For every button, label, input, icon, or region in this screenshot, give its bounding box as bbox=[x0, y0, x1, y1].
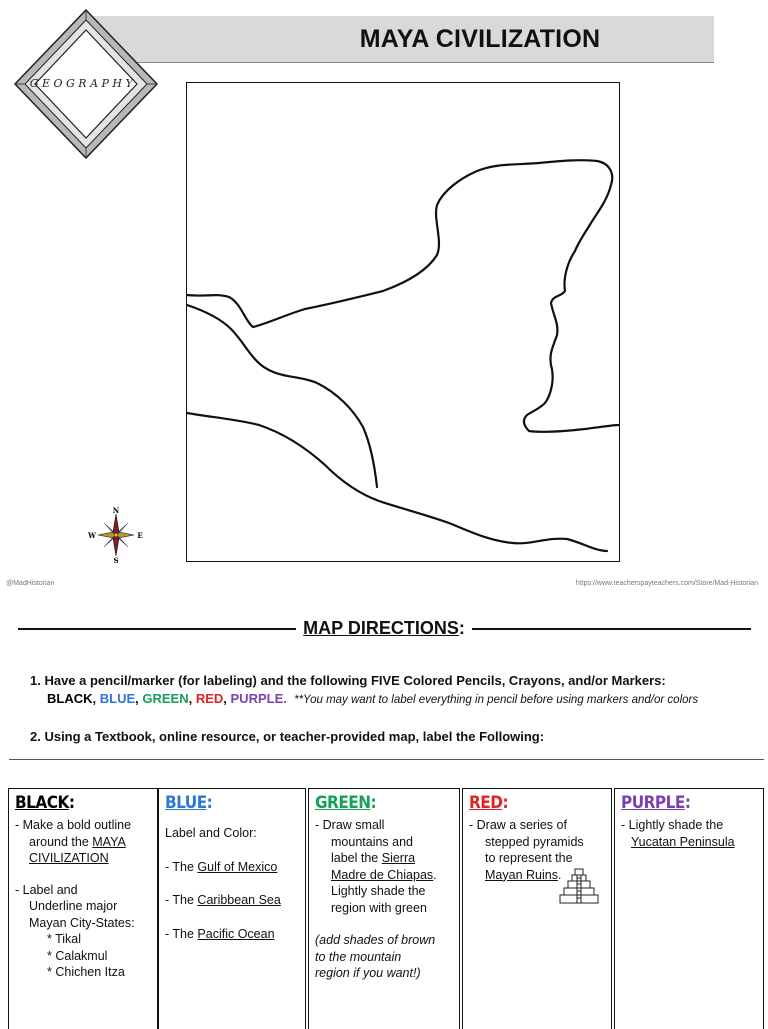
purple-instructions bbox=[621, 817, 759, 850]
green-note: to the mountain bbox=[315, 949, 402, 964]
blue-prefix: - The bbox=[165, 893, 198, 907]
heading-purple-colon: : bbox=[684, 793, 691, 813]
black-civilization: CIVILIZATION bbox=[29, 851, 109, 865]
map-outline bbox=[187, 83, 619, 561]
blue-prefix: - The bbox=[165, 926, 198, 941]
blue-spacer bbox=[165, 842, 301, 859]
page-title: MAYA CIVILIZATION bbox=[359, 25, 601, 53]
purple-line: - Lightly shade the bbox=[621, 818, 724, 832]
city-calakmul: * Calakmul bbox=[47, 948, 108, 963]
column-purple bbox=[614, 788, 764, 1029]
red-line: stepped pyramids bbox=[485, 834, 584, 849]
green-line: - Draw small bbox=[315, 818, 385, 832]
green-line: region with green bbox=[331, 900, 427, 915]
green-text: label the bbox=[331, 851, 382, 865]
compass-rose bbox=[88, 506, 144, 564]
green-spacer bbox=[315, 916, 455, 932]
blank-map bbox=[186, 82, 620, 562]
geography-badge bbox=[7, 8, 159, 160]
blue-item-caribbean bbox=[165, 892, 301, 909]
compass-icon bbox=[88, 506, 144, 564]
blue-item-gulf bbox=[165, 859, 301, 876]
madre-de-chiapas: Madre de Chiapas bbox=[331, 867, 434, 882]
heading-purple bbox=[621, 793, 690, 813]
city-tikal: * Tikal bbox=[47, 932, 82, 946]
color-blue: BLUE bbox=[99, 691, 136, 706]
pyramid-icon bbox=[559, 867, 599, 905]
heading-red-text: RED bbox=[469, 793, 503, 813]
sep-4: , bbox=[223, 691, 231, 706]
sep-2: , bbox=[135, 691, 143, 706]
green-note: (add shades of brown bbox=[315, 933, 436, 947]
heading-black-text: BLACK bbox=[15, 793, 69, 813]
red-period: . bbox=[557, 867, 562, 882]
blue-item-pacific bbox=[165, 926, 301, 943]
caribbean-sea: Caribbean Sea bbox=[197, 893, 281, 907]
black-line bbox=[15, 834, 153, 851]
heading-red-colon: : bbox=[502, 793, 509, 813]
heading-red bbox=[469, 793, 508, 813]
blue-prefix: - The bbox=[165, 859, 198, 874]
column-green bbox=[308, 788, 460, 1029]
heading-green-colon: : bbox=[370, 793, 377, 813]
compass-s: S bbox=[113, 556, 119, 564]
sep-3: , bbox=[188, 691, 196, 706]
period: . bbox=[283, 691, 287, 706]
black-line: - Label and bbox=[15, 882, 78, 897]
pacific-ocean: Pacific Ocean bbox=[197, 926, 275, 941]
credit-handle: @MadHistorian bbox=[6, 580, 55, 587]
credit-url: https://www.teacherspayteachers.com/Store/Mad-Historian bbox=[575, 580, 758, 587]
step-1: 1. Have a pencil/marker (for labeling) and the following FIVE Colored Pencils, Crayons, and/or Markers: bbox=[30, 673, 666, 688]
heading-black-colon: : bbox=[68, 793, 75, 813]
black-line: Mayan City-States: bbox=[29, 915, 135, 930]
column-blue bbox=[158, 788, 306, 1029]
green-line bbox=[315, 850, 455, 867]
column-red bbox=[462, 788, 612, 1029]
green-line: Lightly shade the bbox=[331, 884, 426, 898]
badge-label: GEOGRAPHY bbox=[29, 77, 137, 90]
color-purple: PURPLE bbox=[230, 691, 284, 706]
blue-intro: Label and Color: bbox=[165, 826, 257, 840]
black-maya: MAYA bbox=[92, 834, 126, 849]
section-rule bbox=[9, 759, 764, 760]
green-line bbox=[315, 867, 455, 884]
sep-1: , bbox=[92, 691, 100, 706]
heading-black bbox=[15, 793, 74, 813]
green-period: . bbox=[433, 867, 437, 882]
heading-blue-colon: : bbox=[206, 793, 213, 813]
blue-instructions bbox=[165, 825, 301, 942]
red-line: to represent the bbox=[485, 851, 573, 865]
black-text: around the bbox=[29, 834, 93, 849]
column-black bbox=[8, 788, 158, 1029]
black-instructions bbox=[15, 817, 153, 981]
red-line: - Draw a series of bbox=[469, 818, 567, 832]
heading-purple-text: PURPLE bbox=[621, 793, 685, 813]
compass-e: E bbox=[137, 531, 143, 540]
heading-blue bbox=[165, 793, 212, 813]
green-instructions bbox=[315, 817, 455, 982]
black-line: Underline major bbox=[29, 899, 118, 913]
color-red: RED bbox=[195, 691, 224, 706]
yucatan-peninsula: Yucatan Peninsula bbox=[631, 834, 735, 849]
heading-blue-text: BLUE bbox=[165, 793, 207, 813]
gulf-of-mexico: Gulf of Mexico bbox=[197, 859, 278, 874]
step-2: 2. Using a Textbook, online resource, or teacher-provided map, label the Following: bbox=[30, 729, 545, 744]
black-spacer bbox=[15, 867, 153, 882]
heading-green-text: GREEN bbox=[315, 793, 371, 813]
heading-green bbox=[315, 793, 376, 813]
compass-w: W bbox=[88, 531, 96, 540]
color-black: BLACK bbox=[47, 691, 93, 706]
city-chichen-itza: * Chichen Itza bbox=[47, 965, 125, 979]
color-green: GREEN bbox=[142, 691, 189, 706]
directions-title-text: MAP DIRECTIONS bbox=[303, 618, 459, 638]
mayan-ruins: Mayan Ruins bbox=[485, 867, 558, 882]
sierra: Sierra bbox=[381, 851, 416, 865]
title-banner bbox=[86, 16, 714, 63]
blue-spacer bbox=[165, 875, 301, 892]
black-line: - Make a bold outline bbox=[15, 818, 132, 832]
pencil-note: **You may want to label everything in pencil before using markers and/or colors bbox=[294, 694, 699, 706]
directions-title bbox=[0, 618, 768, 639]
compass-n: N bbox=[112, 506, 120, 515]
green-note: region if you want!) bbox=[315, 966, 421, 980]
green-line: mountains and bbox=[331, 834, 414, 849]
blue-spacer bbox=[165, 909, 301, 926]
color-list bbox=[47, 691, 698, 706]
directions-title-colon: : bbox=[458, 618, 465, 638]
